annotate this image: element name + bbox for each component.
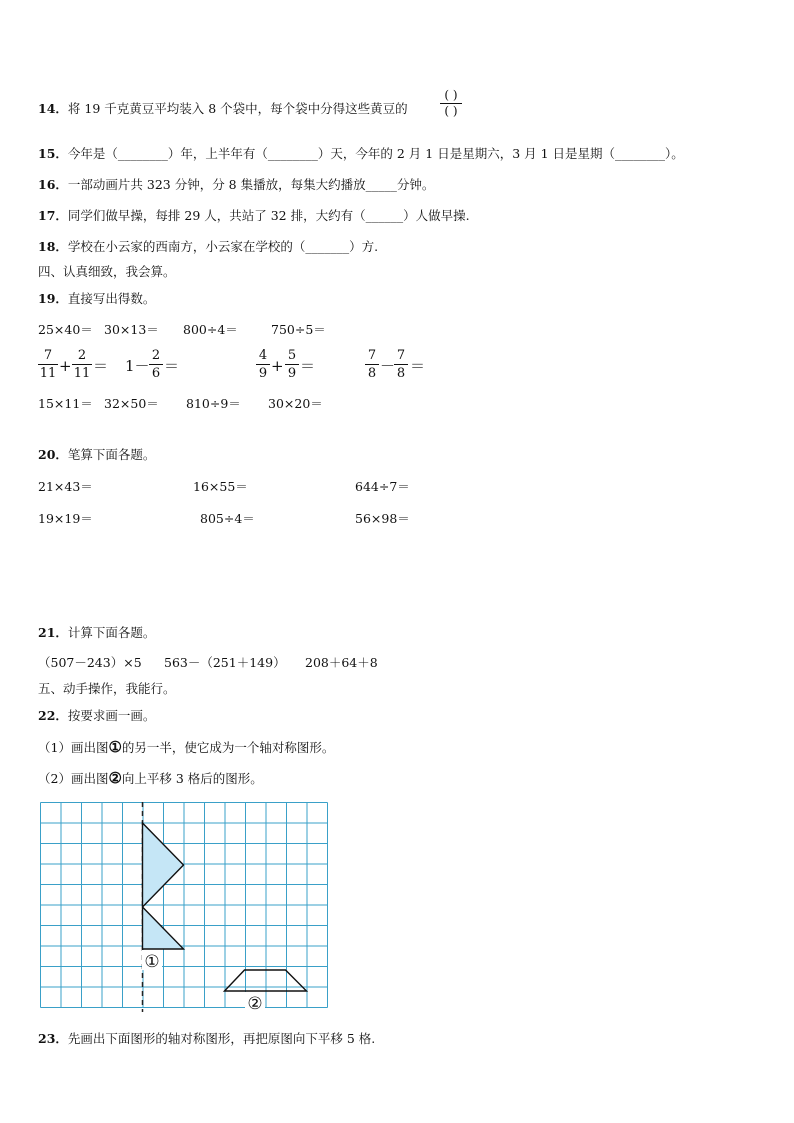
fraction-bar [38,364,58,365]
drawing-grid[interactable] [40,802,330,1016]
question-text: 同学们做早操，每排 29 人，共站了 32 排，大约有（______）人做早操. [67,208,470,223]
fraction-bar [149,364,163,365]
fraction [72,348,92,381]
fraction-bar [72,364,92,365]
numerator: 7 [396,348,406,363]
section-heading-5: 五、动手操作，我能行。 [38,681,176,696]
question-16 [38,177,434,193]
question-22 [38,708,155,724]
question-number: 14． [38,101,68,116]
question-number: 17． [38,208,68,223]
question-20 [38,447,155,463]
instruction-suffix: 向上平移 3 格后的图形。 [121,771,263,786]
answer-fraction [440,89,462,118]
circled-one: ① [108,738,122,756]
oral-calc: 30×13＝ [104,322,159,337]
expression: 563－（251＋149） [164,655,286,670]
oral-calc: 25×40＝ [38,322,93,337]
circled-two: ② [108,769,122,787]
question-text: 学校在小云家的西南方，小云家在学校的（_______）方. [67,239,379,254]
written-calc: 644÷7＝ [355,479,410,494]
operator: + [59,357,72,375]
question-14 [38,101,408,117]
question-number: 15． [38,146,68,161]
question-17 [38,208,470,224]
fraction [394,348,408,381]
equals: ＝ [300,357,316,375]
oral-calc: 800÷4＝ [183,322,238,337]
fraction-denominator: ( ) [444,104,458,118]
oral-calc: 810÷9＝ [186,396,241,411]
lead-term: 1－ [125,357,150,375]
denominator: 9 [258,366,268,381]
question-text: 先画出下面图形的轴对称图形，再把原图向下平移 5 格. [67,1031,376,1046]
denominator: 8 [396,366,406,381]
written-calc: 16×55＝ [193,479,248,494]
question-text: 将 19 千克黄豆平均装入 8 个袋中，每个袋中分得这些黄豆的 [67,101,408,116]
equals: ＝ [410,357,426,375]
shape-2-label: ② [247,994,263,1014]
numerator: 7 [43,348,53,363]
equals: ＝ [93,357,109,375]
fraction [285,348,299,381]
fraction-bar [256,364,270,365]
question-text: 笔算下面各题。 [67,447,156,462]
question-21 [38,625,155,641]
written-calc: 56×98＝ [355,511,410,526]
question-text: 今年是（________）年，上半年有（________）天，今年的 2 月 1 日是星期六，3 月 1 日是星期（________）。 [67,146,684,161]
question-15 [38,146,684,162]
fraction [149,348,163,381]
operator: + [271,357,284,375]
fraction-bar [394,364,408,365]
grid-lines [41,803,328,1008]
operator: － [380,357,396,375]
numerator: 2 [77,348,87,363]
question-number: 20． [38,447,68,462]
question-number: 23． [38,1031,68,1046]
question-text: 直接写出得数。 [67,291,156,306]
fraction-numerator: ( ) [444,88,458,102]
instruction-suffix: 的另一半，使它成为一个轴对称图形。 [121,740,335,755]
numerator: 7 [367,348,377,363]
written-calc: 21×43＝ [38,479,93,494]
numerator: 2 [151,348,161,363]
expression: （507－243）×5 [38,655,142,670]
question-number: 18． [38,239,68,254]
question-number: 22． [38,708,68,723]
instruction-prefix: （1）画出图 [38,740,109,755]
question-text: 按要求画一画。 [67,708,156,723]
question-text: 一部动画片共 323 分钟，分 8 集播放，每集大约播放_____分钟。 [67,177,435,192]
numerator: 4 [258,348,268,363]
equals: ＝ [164,357,180,375]
shape-1-label: ① [144,952,160,972]
expression: 208＋64＋8 [305,655,378,670]
denominator: 9 [287,366,297,381]
numerator: 5 [287,348,297,363]
oral-calc: 15×11＝ [38,396,93,411]
written-calc: 805÷4＝ [200,511,255,526]
instruction-prefix: （2）画出图 [38,771,109,786]
fraction [365,348,379,381]
denominator: 8 [367,366,377,381]
written-calc: 19×19＝ [38,511,93,526]
section-heading-4: 四、认真细致，我会算。 [38,264,176,279]
instruction-1 [38,739,334,756]
instruction-2 [38,770,263,787]
denominator: 11 [39,366,57,381]
denominator: 6 [151,366,161,381]
question-23 [38,1031,375,1047]
question-number: 16． [38,177,68,192]
oral-calc: 750÷5＝ [271,322,326,337]
oral-calc: 32×50＝ [104,396,159,411]
fraction-bar [285,364,299,365]
question-18 [38,239,378,255]
fraction [38,348,58,381]
question-number: 21． [38,625,68,640]
oral-calc: 30×20＝ [268,396,323,411]
denominator: 11 [73,366,91,381]
fraction [256,348,270,381]
question-text: 计算下面各题。 [67,625,156,640]
question-number: 19． [38,291,68,306]
question-19 [38,291,155,307]
fraction-bar [365,364,379,365]
